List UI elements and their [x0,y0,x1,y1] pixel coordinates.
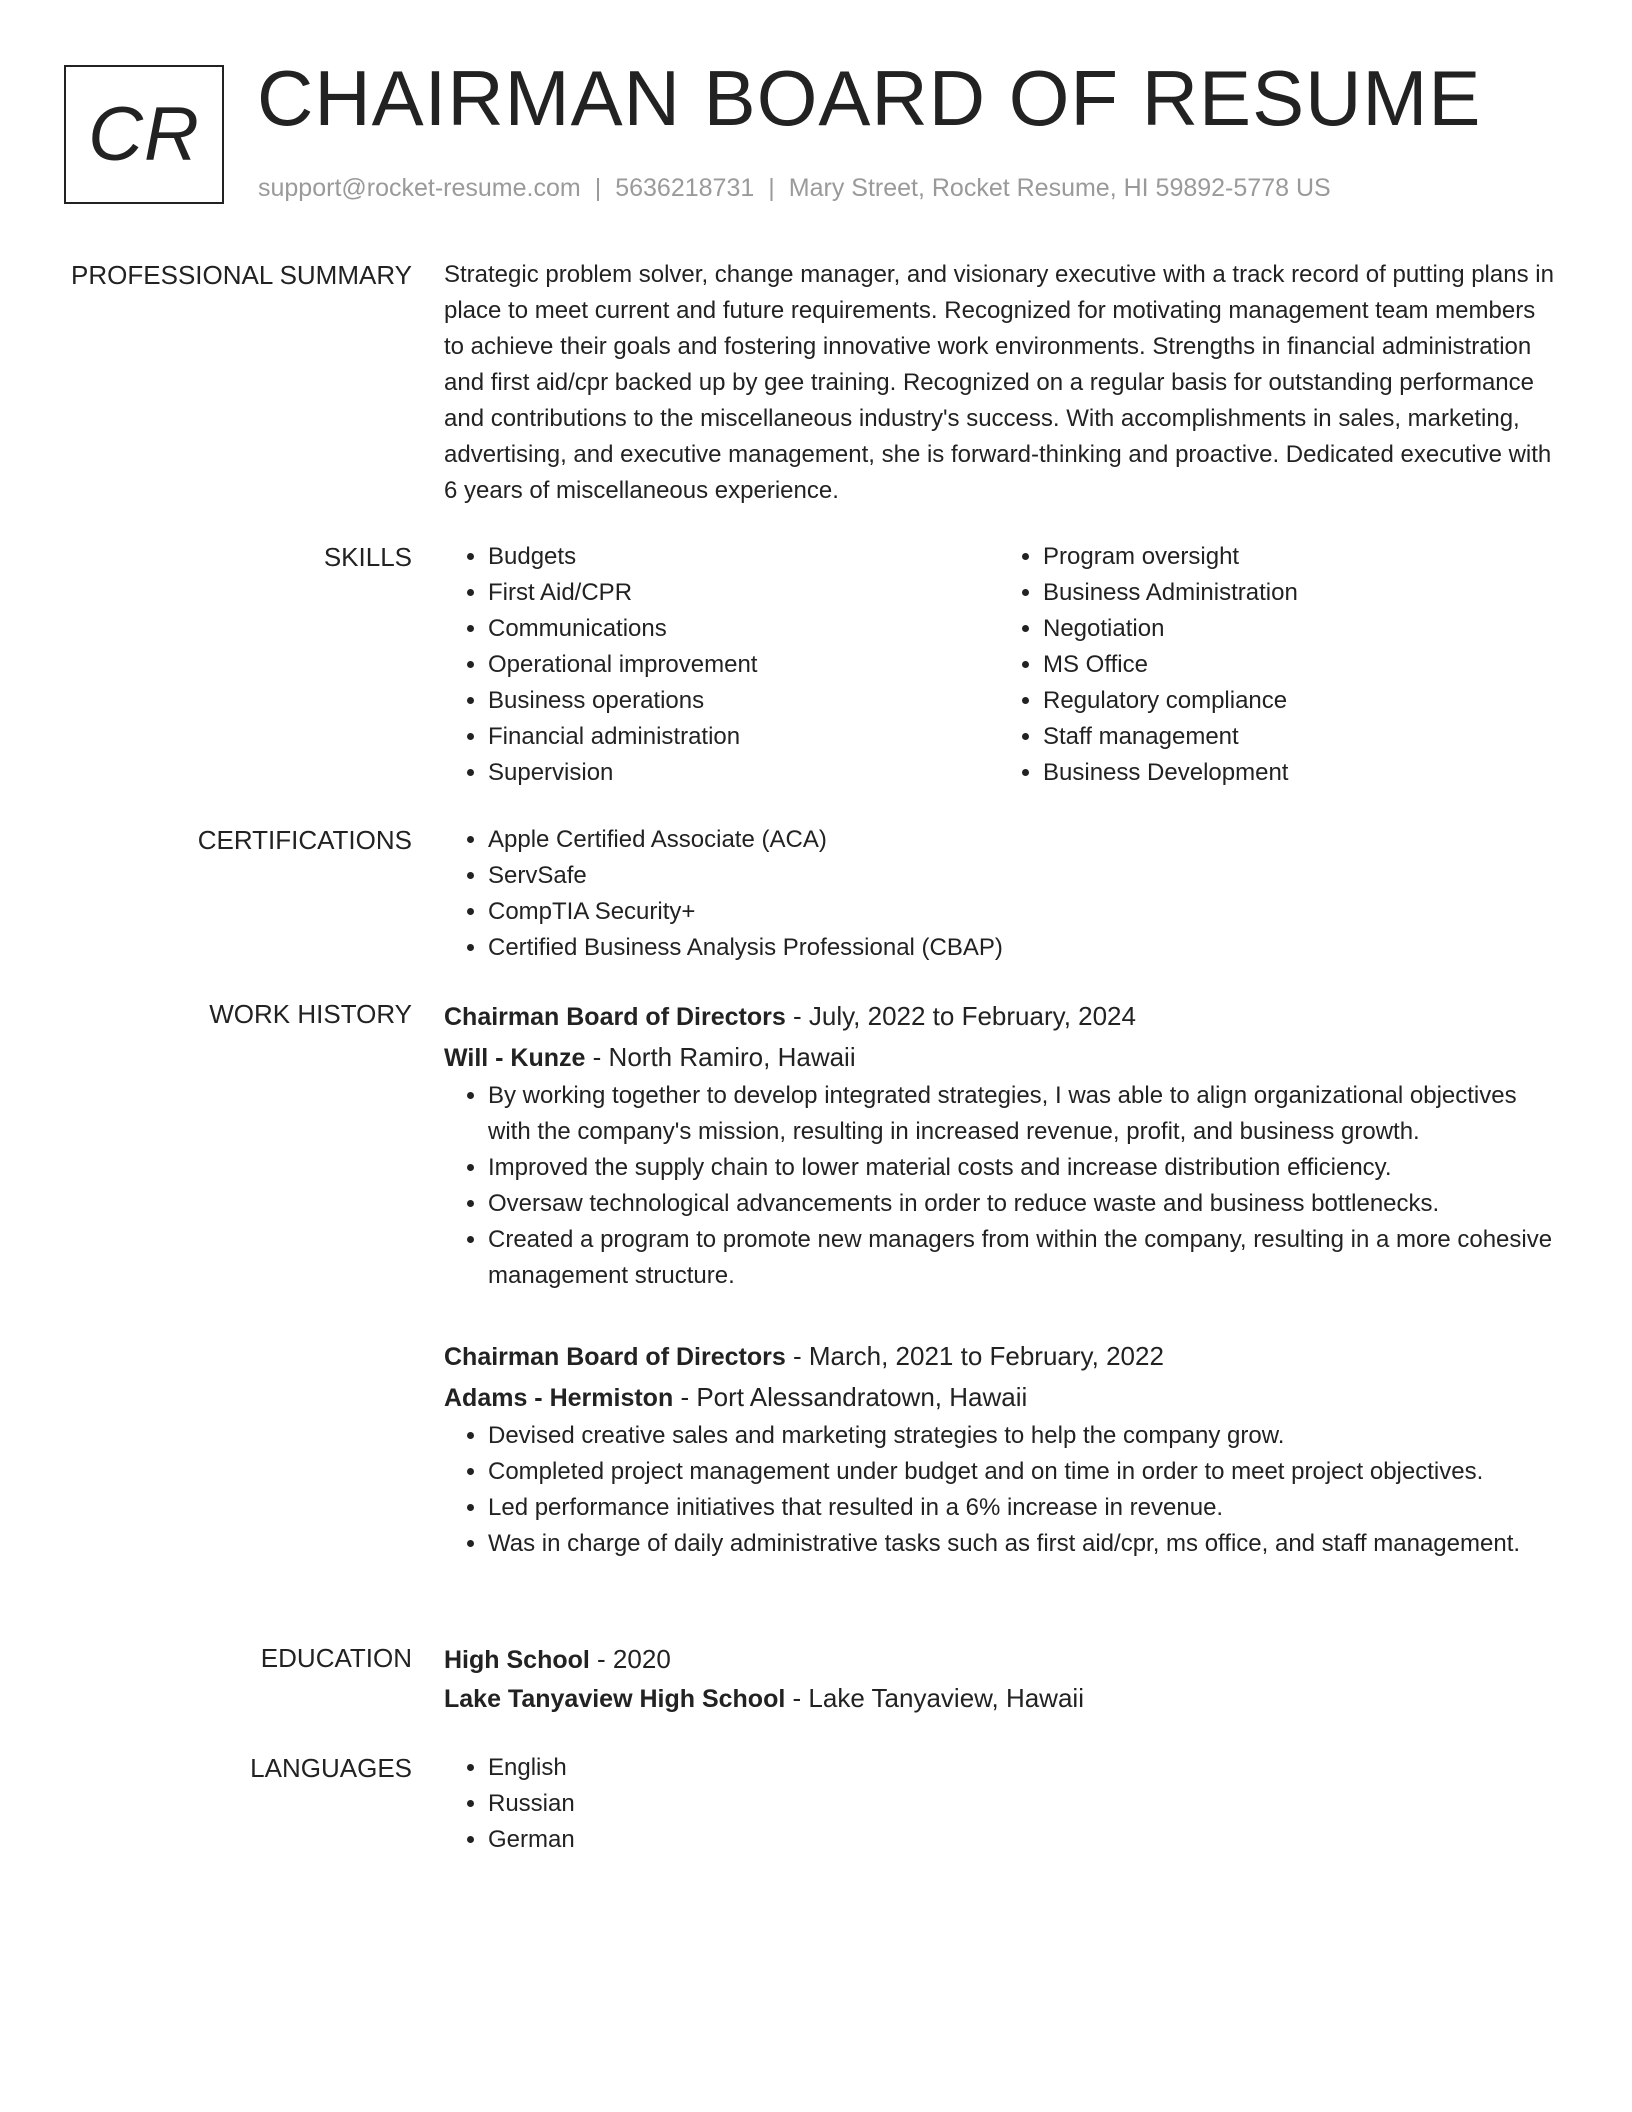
list-item: • Certified Business Analysis Professional (CBAP) [488,930,1554,966]
list-item: • CompTIA Security+ [488,894,1554,930]
list-item: • Business operations [488,683,999,719]
list-item: • Operational improvement [488,647,999,683]
monogram-box [64,65,224,204]
section-label-work-history: WORK HISTORY [209,999,412,1029]
job-dates: - July, 2022 to February, 2024 [785,1001,1136,1031]
contact-separator: | [768,174,775,202]
list-item: • Created a program to promote new managers from within the company, resulting in a more cohesive management structure. [488,1222,1554,1294]
section-label-certifications: CERTIFICATIONS [197,825,412,855]
skills-body [444,539,1554,791]
contact-address: Mary Street, Rocket Resume, HI 59892-5778 US [788,174,1331,202]
job-company: Adams - Hermiston [444,1384,674,1412]
list-item: • Was in charge of daily administrative tasks such as first aid/cpr, ms office, and staff management. [488,1526,1554,1562]
education-degree: High School [444,1646,590,1674]
section-label-education: EDUCATION [260,1643,412,1673]
section-label-languages: LANGUAGES [250,1753,412,1783]
education-school-line [444,1679,1554,1718]
list-item: • Apple Certified Associate (ACA) [488,822,1554,858]
list-item: • English [488,1750,1554,1786]
list-item: • MS Office [1043,647,1554,683]
contact-line [258,174,1331,203]
section-label-summary: PROFESSIONAL SUMMARY [71,260,412,290]
list-item: • Supervision [488,755,999,791]
list-item: • Improved the supply chain to lower material costs and increase distribution efficiency. [488,1150,1554,1186]
education-location: - Lake Tanyaview, Hawaii [785,1683,1084,1713]
list-item: • Financial administration [488,719,999,755]
education-school: Lake Tanyaview High School [444,1685,786,1713]
job-company-line [444,1377,1554,1418]
contact-phone[interactable]: 5636218731 [615,174,755,202]
list-item: • German [488,1822,1554,1858]
job-dates: - March, 2021 to February, 2022 [785,1341,1164,1371]
list-item: • Devised creative sales and marketing strategies to help the company grow. [488,1418,1554,1454]
section-label-skills: SKILLS [323,542,412,572]
list-item: • First Aid/CPR [488,575,999,611]
job-company: Will - Kunze [444,1044,586,1072]
education-degree-line [444,1640,1554,1679]
job-title-line [444,1336,1554,1377]
summary-text: Strategic problem solver, change manager, and visionary executive with a track record of putting plans in place to meet current and future requirements. Recognized for motivating management team members to achieve their goals and fostering innovative work environments. Strengths in financial administration and first aid/cpr backed up by gee training. Recognized on a regular basis for outstanding performance and contributions to the miscellaneous industry's success. With accomplishments in sales, marketing, advertising, and executive management, she is forward-thinking and proactive. Dedicated executive with 6 years of miscellaneous experience. [444,261,1554,504]
list-item: • Budgets [488,539,999,575]
skills-list-left [444,539,999,791]
job-title-line [444,996,1554,1037]
resume-name: CHAIRMAN BOARD OF RESUME [257,54,1482,142]
contact-email[interactable]: support@rocket-resume.com [258,174,581,202]
education-body [444,1640,1554,1718]
education-year: - 2020 [589,1644,671,1674]
list-item: • Staff management [1043,719,1554,755]
work-history-body-2 [444,1336,1554,1562]
summary-body [444,257,1554,509]
job-entry [444,1336,1554,1562]
list-item: • Communications [488,611,999,647]
work-history-body [444,996,1554,1294]
skills-list-right [999,539,1554,791]
list-item: • Business Development [1043,755,1554,791]
list-item: • Program oversight [1043,539,1554,575]
certifications-body [444,822,1554,966]
job-location: - North Ramiro, Hawaii [585,1042,856,1072]
list-item: • Led performance initiatives that resulted in a 6% increase in revenue. [488,1490,1554,1526]
list-item: • Regulatory compliance [1043,683,1554,719]
job-title: Chairman Board of Directors [444,1003,786,1031]
job-bullets [444,1078,1554,1294]
list-item: • Russian [488,1786,1554,1822]
languages-body [444,1750,1554,1858]
monogram-initials: CR [88,91,200,177]
list-item: • Oversaw technological advancements in order to reduce waste and business bottlenecks. [488,1186,1554,1222]
job-bullets [444,1418,1554,1562]
list-item: • By working together to develop integrated strategies, I was able to align organizational objectives with the company's mission, resulting in increased revenue, profit, and business growth. [488,1078,1554,1150]
list-item: • Business Administration [1043,575,1554,611]
languages-list [444,1750,1554,1858]
job-company-line [444,1037,1554,1078]
job-location: - Port Alessandratown, Hawaii [673,1382,1028,1412]
contact-separator: | [594,174,602,202]
job-entry [444,996,1554,1294]
certifications-list [444,822,1554,966]
list-item: • Negotiation [1043,611,1554,647]
list-item: • ServSafe [488,858,1554,894]
job-title: Chairman Board of Directors [444,1343,786,1371]
list-item: • Completed project management under budget and on time in order to meet project objectives. [488,1454,1554,1490]
